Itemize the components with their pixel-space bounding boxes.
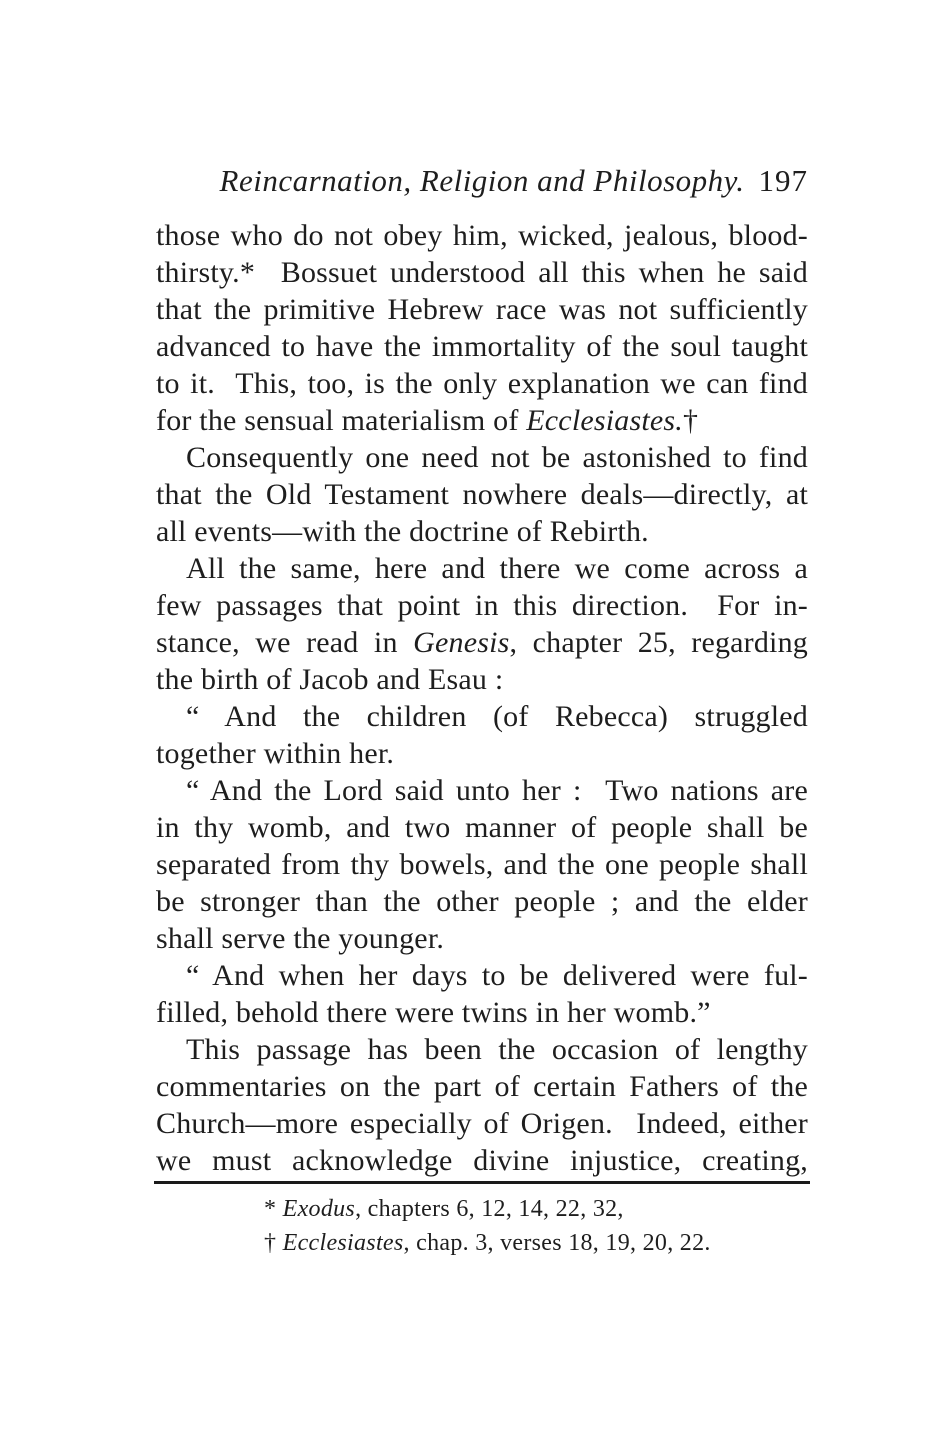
text-segment: * — [264, 1196, 283, 1222]
text-line — [156, 661, 808, 698]
text-line — [156, 1031, 808, 1068]
footnote-rule — [154, 1181, 810, 1184]
text-line — [156, 698, 808, 735]
text-line — [156, 957, 808, 994]
text-line — [156, 1105, 808, 1142]
text-segment: the birth of Jacob and Esau : — [156, 663, 504, 696]
text-segment: † — [682, 404, 699, 437]
text-segment: thirsty.* Bossuet understood all this when he said — [156, 256, 808, 289]
text-segment: that the primitive Hebrew race was not sufficiently — [156, 293, 808, 326]
text-segment: shall serve the younger. — [156, 922, 445, 955]
text-segment: separated from thy bowels, and the one people shall — [156, 848, 808, 881]
footnotes — [264, 1192, 808, 1260]
text-line — [156, 624, 808, 661]
text-segment: to it. This, too, is the only explanation we can find — [156, 367, 808, 400]
text-line — [156, 1068, 808, 1105]
text-segment: † — [264, 1230, 283, 1256]
running-title: Reincarnation, Religion and Philosophy. — [219, 163, 745, 198]
text-segment: together within her. — [156, 737, 395, 770]
text-segment: , chapter 25, regarding — [509, 626, 808, 659]
text-line — [156, 439, 808, 476]
page-header — [156, 160, 808, 202]
text-segment: Church—more especially of Origen. Indeed, either — [156, 1107, 808, 1140]
paragraph — [156, 698, 808, 772]
text-line — [156, 920, 808, 957]
text-line — [156, 994, 808, 1031]
paragraph — [156, 217, 808, 439]
paragraph — [156, 1031, 808, 1179]
text-segment: This passage has been the occasion of lengthy — [186, 1033, 808, 1066]
text-line — [156, 254, 808, 291]
text-line — [156, 550, 808, 587]
text-segment: commentaries on the part of certain Fathers of the — [156, 1070, 808, 1103]
text-segment: for the sensual materialism of — [156, 404, 527, 437]
text-segment: “ And when her days to be delivered were ful- — [186, 959, 808, 992]
italic-text: Exodus — [282, 1196, 356, 1222]
text-line — [156, 1142, 808, 1179]
text-line — [264, 1192, 808, 1226]
text-line — [156, 513, 808, 550]
text-segment: all events—with the doctrine of Rebirth. — [156, 515, 649, 548]
text-segment: those who do not obey him, wicked, jealous, blood- — [156, 219, 808, 252]
text-segment: , chap. 3, verses 18, 19, 20, 22. — [403, 1230, 711, 1256]
page-number: 197 — [758, 163, 808, 198]
paragraph — [156, 439, 808, 550]
text-line — [156, 291, 808, 328]
text-segment: in thy womb, and two manner of people shall be — [156, 811, 808, 844]
text-line — [156, 402, 808, 439]
text-segment: we must acknowledge divine injustice, creating, — [156, 1144, 808, 1177]
text-segment: Consequently one need not be astonished to find — [186, 441, 808, 474]
text-segment: All the same, here and there we come across a — [186, 552, 808, 585]
italic-text: Genesis — [413, 626, 510, 659]
text-line — [156, 365, 808, 402]
body-text — [156, 217, 808, 1179]
text-line — [264, 1226, 808, 1260]
text-line — [156, 809, 808, 846]
text-segment: be stronger than the other people ; and the elder — [156, 885, 808, 918]
text-line — [156, 883, 808, 920]
text-line — [156, 846, 808, 883]
italic-text: Ecclesiastes — [282, 1230, 404, 1256]
text-segment: “ And the children (of Rebecca) struggled — [186, 700, 808, 733]
paragraph — [156, 550, 808, 698]
text-line — [156, 217, 808, 254]
text-segment: filled, behold there were twins in her womb.” — [156, 996, 711, 1029]
text-line — [156, 587, 808, 624]
paragraph — [156, 772, 808, 957]
text-segment: , chapters 6, 12, 14, 22, 32, — [355, 1196, 624, 1222]
text-segment: few passages that point in this direction. For in- — [156, 589, 808, 622]
text-line — [156, 735, 808, 772]
text-line — [156, 772, 808, 809]
italic-text: Ecclesiastes. — [526, 404, 683, 437]
text-segment: “ And the Lord said unto her : Two nations are — [186, 774, 808, 807]
text-line — [156, 328, 808, 365]
text-line — [156, 476, 808, 513]
text-segment: advanced to have the immortality of the soul taught — [156, 330, 808, 363]
text-segment: that the Old Testament nowhere deals—directly, at — [156, 478, 808, 511]
text-segment: stance, we read in — [156, 626, 414, 659]
paragraph — [156, 957, 808, 1031]
